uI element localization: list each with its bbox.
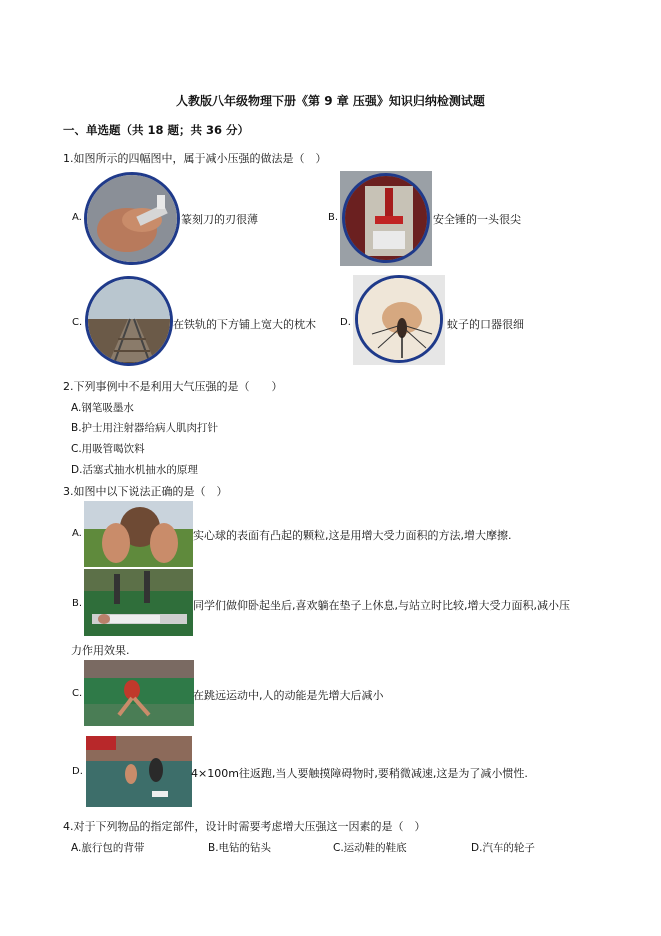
q1-option-c-text: 在铁轨的下方铺上宽大的枕木 [173, 318, 316, 331]
q2-option-a[interactable] [71, 400, 134, 415]
page-title: 人教版八年级物理下册《第 9 章 压强》知识归纳检测试题 [176, 94, 485, 108]
q4-option-d[interactable] [471, 840, 535, 855]
q1-option-c-label[interactable]: C. [72, 317, 83, 328]
safety-hammer-photo [342, 173, 430, 263]
q2-option-c[interactable] [71, 441, 145, 456]
q2-option-a-label: A. [71, 402, 82, 414]
q4-option-b-text: 电钻的钻头 [218, 842, 272, 854]
q2-option-d[interactable] [71, 462, 198, 477]
q3-option-a-label[interactable]: A. [72, 528, 82, 539]
q3-option-b-text-continued: 力作用效果. [71, 644, 130, 657]
q2-option-b-text: 护士用注射器给病人肌肉打针 [81, 422, 219, 434]
q2-option-b-label: B. [71, 422, 82, 434]
q3-option-c-text: 在跳远运动中,人的动能是先增大后减小 [193, 689, 384, 702]
q2-option-a-text: 钢笔吸墨水 [81, 402, 134, 414]
q4-option-c-label: C. [333, 842, 344, 854]
q3-option-a-text: 实心球的表面有凸起的颗粒,这是用增大受力面积的方法,增大摩擦. [193, 529, 512, 542]
q2-option-c-text: 用吸管喝饮料 [81, 443, 145, 455]
shot-put-photo [84, 501, 193, 567]
q4-option-b-label: B. [208, 842, 219, 854]
q1-option-b-label[interactable]: B. [328, 212, 339, 223]
q3-option-b-text: 同学们做仰卧起坐后,喜欢躺在垫子上休息,与站立时比较,增大受力面积,减小压 [193, 599, 570, 612]
q3-option-b-label[interactable]: B. [72, 598, 83, 609]
q1-option-b-text: 安全锤的一头很尖 [433, 213, 521, 226]
q2-option-c-label: C. [71, 443, 82, 455]
railway-track-photo [85, 276, 173, 366]
q2-option-d-text: 活塞式抽水机抽水的原理 [82, 464, 198, 476]
question-2-stem: 2.下列事例中不是利用大气压强的是（ ） [63, 380, 283, 393]
q4-option-d-label: D. [471, 842, 483, 854]
mosquito-photo [355, 275, 443, 363]
q4-option-d-text: 汽车的轮子 [482, 842, 535, 854]
section-heading: 一、单选题（共 18 题；共 36 分） [63, 123, 250, 137]
relay-run-photo [86, 736, 192, 807]
q1-option-d-text: 蚊子的口器很细 [447, 318, 524, 331]
q4-option-c[interactable] [333, 840, 407, 855]
question-3-stem: 3.如图中以下说法正确的是（ ） [63, 485, 228, 498]
q1-option-d-label[interactable]: D. [340, 317, 351, 328]
sit-up-photo [84, 569, 193, 636]
q3-option-d-label[interactable]: D. [72, 766, 83, 777]
q3-option-d-text: 4×100m往返跑,当人要触摸障碍物时,要稍微减速,这是为了减小惯性. [191, 767, 528, 780]
q2-option-d-label: D. [71, 464, 83, 476]
q1-option-a-label[interactable]: A. [72, 212, 82, 223]
safety-hammer-photo-frame [340, 171, 432, 266]
q2-option-b[interactable] [71, 420, 218, 435]
q4-option-a-text: 旅行包的背带 [81, 842, 145, 854]
question-4-stem: 4.对于下列物品的指定部件，设计时需要考虑增大压强这一因素的是（ ） [63, 820, 426, 833]
mosquito-photo-frame [353, 275, 445, 365]
long-jump-photo [84, 660, 194, 726]
question-1-stem: 1.如图所示的四幅图中，属于减小压强的做法是（ ） [63, 152, 327, 165]
q4-option-a-label: A. [71, 842, 82, 854]
q4-option-b[interactable] [208, 840, 271, 855]
q3-option-c-label[interactable]: C. [72, 688, 83, 699]
q4-option-c-text: 运动鞋的鞋底 [343, 842, 407, 854]
q4-option-a[interactable] [71, 840, 144, 855]
q1-option-a-text: 篆刻刀的刃很薄 [181, 213, 258, 226]
carving-knife-photo [84, 172, 180, 265]
